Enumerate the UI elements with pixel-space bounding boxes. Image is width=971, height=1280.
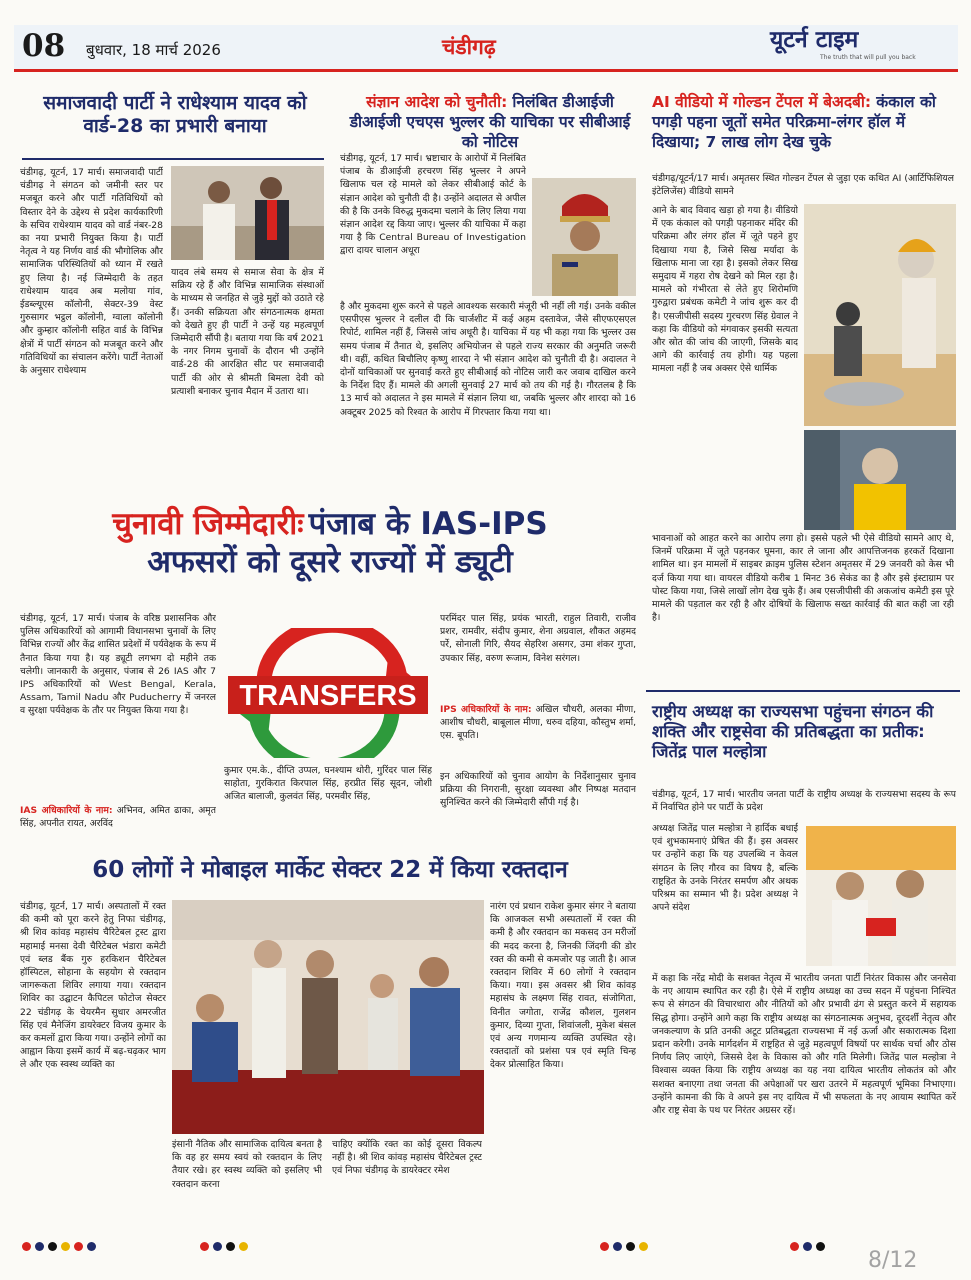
ips-names: अखिल चौधरी, अलका मीणा, आशीष चौधरी, बाबूलाल मीणा, धरुव दहिया, कौस्तुभ शर्मा, एस. बूपति। <box>440 704 636 742</box>
story3-photo-top <box>804 204 956 426</box>
registration-dot <box>22 1242 31 1251</box>
issue-date: बुधवार, 18 मार्च 2026 <box>86 41 221 59</box>
story2-intro: चंडीगढ़, यूटर्न, 17 मार्च। भ्रष्टाचार के आरोपों में निलंबित पंजाब के डीआईजी हरचरण सिंह भुल्लर ने अपने खिलाफ चल रहे मामले को लेकर सीबीआई कोर्ट के संज्ञान आदेश को चुनौती दी है। उन्होंने अदालत से अपील की है कि उनके विरुद्ध मुकदमा चलाने के लिए लिया गया संज्ञान आदेश रद्द किया जाए। भुल्लर की याचिका में कहा गया है कि Central Bureau of Investigation द्वारा दायर चालान अधूरा <box>340 153 526 257</box>
registration-dot <box>35 1242 44 1251</box>
story5-body-col-mid1: इंसानी नैतिक और सामाजिक दायित्व बनता है कि वह हर समय स्वयं को रक्तदान के लिए तैयार रखे। हर स्वस्थ व्यक्ति को इसलिए भी रक्तदान करना <box>172 1139 322 1190</box>
ips-label: IPS अधिकारियों के नाम: <box>440 704 532 715</box>
story5-body-col-b: नारंग एवं प्रधान राकेश कुमार संगर ने बताया कि आजकल सभी अस्पतालों में रक्त की कमी है और रक्तदान का मकसद उन मरीजों की मदद करना है, जिनकी जिंदगी की डोर रक्त की कमी से कमजोर पड़ जाती है। आज रक्तदान शिविर में 60 लोगों ने रक्तदान किया। गया। इस अवसर श्री शिव कांवड़ महासंघ के लक्ष्मण सिंह रावत, संजोगिता, विनीत जगोता, राजेंद्र कौशल, गुलशन कुमार, दिव्या गुप्ता, शिवांजली, मुकेश बंसल एवं अन्य गणमान्य व्यक्ति उपस्थित रहे। रक्तदातों को प्रशंसा पत्र एवं स्मृति चिन्ह देकर प्रोत्साहित किया। <box>490 901 636 1071</box>
headline-divider <box>22 158 324 160</box>
story2-title: निलंबित डीआईजी डीआईजी एचएस भुल्लर की याचिका पर सीबीआई को नोटिस <box>349 93 631 151</box>
story4-kicker: चुनावी जिम्मेदारीः <box>112 506 304 542</box>
story1-body-col-a: चंडीगढ़, यूटर्न, 17 मार्च। समाजवादी पार्टी चंडीगढ़ ने संगठन को जमीनी स्तर पर मजबूत करने और पार्टी गतिविधियों को विस्तार देने के उद्देश्य से प्रदेश कार्यकारिणी के सचिव राधेश्याम यादव को वार्ड नंबर-28 का नया प्रभारी नियुक्त किया है। पार्टी नेतृत्व ने यह निर्णय वार्ड की भौगोलिक और सामाजिक परिस्थितियों को ध्यान में रखते हुए लिया है। नई जिम्मेदारी के तहत राधेश्याम यादव अब मलोया गांव, ईडब्ल्यूएस कॉलोनी, सेक्टर-39 वेस्ट गुरुसागर भट्ठल कॉलोनी, ग्वाला कॉलोनी और कुम्हार कॉलोनी सहित वार्ड के विभिन्न क्षेत्रों में पार्टी संगठन को मजबूत करने और गतिविधियों का संचालन करेंगे। पार्टी नेताओं के अनुसार राधेश्याम <box>20 167 163 377</box>
story4-headline <box>20 506 640 582</box>
registration-dot <box>613 1242 622 1251</box>
story3-photo-bottom <box>804 430 956 530</box>
story2-headline <box>340 92 640 152</box>
registration-dot <box>48 1242 57 1251</box>
story2-photo <box>532 178 636 296</box>
registration-dot <box>600 1242 609 1251</box>
color-registration-dots-right <box>790 1242 825 1251</box>
story4-body-col-a: चंडीगढ़, यूटर्न, 17 मार्च। पंजाब के वरिष्ठ प्रशासनिक और पुलिस अधिकारियों को आगामी विधानसभा चुनावों के लिए विभिन्न राज्यों और केंद्र शासित प्रदेशों में पर्यवेक्षक के रूप में तैनात किया गया है। यह ड्यूटी लगभग दो महीने तक चलेगी। जानकारी के अनुसार, पंजाब से 26 IAS और 7 IPS अधिकारियों को West Bengal, Kerala, Assam, Tamil Nadu और Puducherry में जनरल व सुरक्षा पर्यवेक्षक के तौर पर नियुक्त किया गया है। <box>20 613 216 717</box>
registration-dot <box>239 1242 248 1251</box>
story5-photo <box>172 900 484 1134</box>
story5-body-col-a: चंडीगढ़, यूटर्न, 17 मार्च। अस्पतालों में रक्त की कमी को पूरा करने हेतु निफा चंडीगढ़, श्री शिव कांवड़ महासंघ चैरिटेबल ट्रस्ट द्वारा महामाई मनसा देवी चैरिटेबल भंडारा कमेटी एवं ब्लड बैंक गुरु हरकिशन चैरिटेबल हॉस्पिटल, सोहाना के सहयोग से रक्तदान जागरूकता शिविर लगाया गया। रक्तदान शिविर का उद्घाटन कैपिटल फोटोज सेक्टर 22 चंडीगढ़ के चेयरमैन सुधार अमरजीत सिंह एवं मैनेजिंग डायरेक्टर विजय कुमार के कर कमलों द्वारा किया गया। उन्होंने लोगों का आह्वान किया इसमें कार्य में बढ़-चढ़कर भाग ले और एक स्वस्थ व्यक्ति का <box>20 901 166 1071</box>
color-registration-dots-mid-right <box>600 1242 648 1251</box>
story3-kicker: AI वीडियो में गोल्डन टेंपल में बेअदबी: <box>652 93 872 111</box>
story5-headline: 60 लोगों ने मोबाइल मार्केट सेक्टर 22 में किया रक्तदान <box>92 857 568 883</box>
page-number: 08 <box>22 28 66 64</box>
column-divider <box>646 690 960 692</box>
registration-dot <box>790 1242 799 1251</box>
story3-lead: चंडीगढ़/यूटर्न/17 मार्च। अमृतसर स्थित गोल्डन टेंपल से जुड़ा एक कथित AI (आर्टिफिशियल इंटेलिजेंस) वीडियो सामने <box>652 173 954 198</box>
page-indicator: 8/12 <box>868 1248 918 1273</box>
registration-dot <box>639 1242 648 1251</box>
story6-lead: चंडीगढ़, यूटर्न, 17 मार्च। भारतीय जनता पार्टी के राष्ट्रीय अध्यक्ष के राज्यसभा सदस्य के रूप में निर्वाचित होने पर पार्टी के प्रदेश <box>652 789 956 814</box>
story4-title-line2: अफसरों को दूसरे राज्यों में ड्यूटी <box>147 543 513 580</box>
registration-dot <box>226 1242 235 1251</box>
story4-body-col-mid: कुमार एम.के., दीप्ति उप्पल, घनश्याम थोरी, गुरिंदर पाल सिंह साहोता, गुरकिरात किरपाल सिंह, हरप्रीत सिंह सूदन, जोशी अजित बालाजी, कुलवंत सिंह, परमवीर सिंह, <box>224 765 432 803</box>
transfers-graphic-text: TRANSFERS <box>239 680 417 712</box>
registration-dot <box>87 1242 96 1251</box>
story5-body-col-mid2: चाहिए क्योंकि रक्त का कोई दूसरा विकल्प नहीं है। श्री शिव कांवड़ महासंघ चैरिटेबल ट्रस्ट एवं निफा चंडीगढ़ के डायरेक्टर रमेश <box>332 1139 482 1177</box>
logo-tagline: The truth that will pull you back <box>820 54 916 61</box>
story4-title-line1: पंजाब के IAS-IPS <box>308 506 548 542</box>
story4-body-col-b: परमिंदर पाल सिंह, प्रयंक भारती, राहुल तिवारी, राजीव प्रशर, रामवीर, संदीप कुमार, शेना अग्रवाल, शौकत अहमद पर्रे, सोनाली गिरि, सैयद सेहरिश असगर, उमा शंकर गुप्ता, उपकार सिंह, वरुण रूजाम, विनेश सरंगल। <box>440 613 636 664</box>
story3-body-col: आने के बाद विवाद खड़ा हो गया है। वीडियो में एक कंकाल को पगड़ी पहनाकर मंदिर की परिक्रमा और लंगर हॉल में जूते पहने हुए दिखाया गया है, जिसे सिख मर्यादा के खिलाफ माना जा रहा है। इसको लेकर सिख समुदाय में गहरा रोष देखने को मिल रहा है। मामले को गंभीरता से लेते हुए शिरोमणि गुरुद्वारा प्रबंधक कमेटी ने जांच शुरू कर दी है। एसजीपीसी सदस्य गुरचरण सिंह ग्रेवाल ने कहा कि वीडियो को मंगवाकर इसकी सत्यता और स्रोत की जांच की जाएगी, जिसके बाद आगे की कार्रवाई तय होगी। यह पहला मामला नहीं है जब अक्सर ऐसे धार्मिक <box>652 205 798 375</box>
registration-dot <box>816 1242 825 1251</box>
story6-body-tail: में कहा कि नरेंद्र मोदी के सशक्त नेतृत्व में भारतीय जनता पार्टी निरंतर विकास और जनसेवा के नए आयाम स्थापित कर रही है। ऐसे में राष्ट्रीय अध्यक्ष का उच्च सदन में पहुंचना निश्चित रूप से संगठन की विचारधारा और नीतियों को और प्रभावी ढंग से प्रस्तुत करने में सहायक सिद्ध होगा। उन्होंने आगे कहा कि राष्ट्रीय अध्यक्ष का संगठनात्मक अनुभव, दूरदर्शी नेतृत्व और जनकल्याण के प्रति उनकी अटूट प्रतिबद्धता राज्यसभा में नई ऊर्जा और सकारात्मक दिशा प्रदान करेगी। उनके मार्गदर्शन में राष्ट्रहित से जुड़े महत्वपूर्ण विषयों पर सार्थक चर्चा और ठोस निर्णय लिए जाएंगे, जिससे देश के विकास को और गति मिलेगी। जितेंद्र पाल मल्होत्रा ने विश्वास व्यक्त किया कि राष्ट्रीय अध्यक्ष का यह नया दायित्व भारतीय लोकतंत्र को और सशक्त बनाएगा तथा जनता की अपेक्षाओं पर खरा उतरने में महत्वपूर्ण भूमिका निभाएगा। उन्होंने कामना की कि वे अपने इस नए दायित्व में भी सफलता के नए आयाम स्थापित करें और राष्ट्र सेवा के पथ पर निरंतर अग्रसर रहें। <box>652 973 956 1117</box>
registration-dot <box>61 1242 70 1251</box>
registration-dot <box>74 1242 83 1251</box>
registration-dot <box>213 1242 222 1251</box>
story1-photo <box>171 166 324 260</box>
registration-dot <box>803 1242 812 1251</box>
story3-tail: भावनाओं को आहत करने का आरोप लगा हो। इससे पहले भी ऐसे वीडियो सामने आए थे, जिनमें परिक्रमा में जूते पहनकर घूमना, कार ले जाना और आपत्तिजनक हरकतें दिखाना शामिल था। इन मामलों में साइबर क्राइम पुलिस स्टेशन अमृतसर में 29 जनवरी को केस भी दर्ज किया गया था। वायरल वीडियो करीब 1 मिनट 36 सेकंड का है और इसे इंस्टाग्राम पर पोस्ट किया गया, जिसे लाखों लोग देख चुके हैं। अब एसजीपीसी की अकजांच कमेटी इस पूरे मामले की पड़ताल कर रही है और दोषियों के खिलाफ सख्त कार्रवाई की बात कही जा रही है। <box>652 533 954 624</box>
story6-headline: राष्ट्रीय अध्यक्ष का राज्यसभा पहुंचना संगठन की शक्ति और राष्ट्रसेवा की प्रतिबद्धता का प्रतीक: जितेंद्र पाल मल्होत्रा <box>652 702 934 762</box>
color-registration-dots-left <box>22 1242 96 1251</box>
story6-photo <box>806 826 956 966</box>
registration-dot <box>626 1242 635 1251</box>
registration-dot <box>200 1242 209 1251</box>
masthead-logo <box>770 26 946 68</box>
story4-body-col-b-tail: इन अधिकारियों को चुनाव आयोग के निर्देशानुसार चुनाव प्रक्रिया की निगरानी, सुरक्षा व्यवस्था और निष्पक्ष मतदान सुनिश्चित करने की जिम्मेदारी सौंपी गई है। <box>440 771 636 809</box>
story6-body-col: अध्यक्ष जितेंद्र पाल मल्होत्रा ने हार्दिक बधाई एवं शुभकामनाएं प्रेषित की हैं। इस अवसर पर उन्होंने कहा कि यह उपलब्धि न केवल संगठन के लिए गौरव का विषय है, बल्कि राष्ट्रहित के उनके निरंतर समर्पण और अथक परिश्रम का सम्मान भी है। प्रदेश अध्यक्ष ने अपने संदेश <box>652 823 798 914</box>
story3-title: कंकाल को पगड़ी पहना जूतों समेत परिक्रमा-लंगर हॉल में दिखाया; 7 लाख लोग देख चुके <box>652 93 936 151</box>
color-registration-dots-mid-left <box>200 1242 248 1251</box>
story2-body: है और मुकदमा शुरू करने से पहले आवश्यक सरकारी मंजूरी भी नहीं ली गई। उनके वकील एसपीएस भुल्लर ने दलील दी कि चार्जशीट में कई अहम दस्तावेज, जैसे सीएफएसएल रिपोर्ट, शामिल नहीं हैं, जिससे जांच अधूरी है। याचिका में यह भी कहा गया कि भुल्लर उस समय पंजाब में तैनात थे, इसलिए अभियोजन से पहले राज्य सरकार की अनुमति जरूरी थी। वहीं, कथित बिचौलिए कृष्णु शारदा ने भी संज्ञान आदेश को चुनौती दी है। अदालत ने दोनों याचिकाओं पर सुनवाई करते हुए सीबीआई को नोटिस जारी कर जवाब दाखिल करने के निर्देश दिए हैं। मामले की अगली सुनवाई 27 मार्च को तय की गई है। गौरतलब है कि 13 मार्च को अदालत ने इस मामले में संज्ञान लिया था, जबकि भुल्लर और शारदा को 16 अक्टूबर 2025 को रिश्वत के आरोप में गिरफ्तार किया गया था। <box>340 301 636 418</box>
story4-ias-list <box>20 804 216 840</box>
transfers-graphic <box>224 628 432 758</box>
story1-body-col-b: यादव लंबे समय से समाज सेवा के क्षेत्र में सक्रिय रहे हैं और विभिन्न सामाजिक संस्थाओं के माध्यम से जनहित से जुड़े मुद्दों को उठाते रहे हैं। उनकी सक्रियता और संगठनात्मक क्षमता को देखते हुए ही पार्टी ने उन्हें यह महत्वपूर्ण जिम्मेदारी सौंपी है। बताया गया कि वर्ष 2021 के नगर निगम चुनावों के दौरान भी उन्होंने वार्ड-28 की आरक्षित सीट पर समाजवादी पार्टी की ओर से श्रीमती बिमला देवी को प्रत्याशी बनाकर चुनाव मैदान में उतारा था। <box>171 267 324 397</box>
story3-headline <box>652 92 956 152</box>
ias-names: अभिनव, अमित ढाका, अमृत सिंह, अपनीत रायत, अरविंद <box>20 805 216 830</box>
story2-kicker: संज्ञान आदेश को चुनौती: <box>366 93 508 111</box>
story1-headline: समाजवादी पार्टी ने राधेश्याम यादव को वार्ड-28 का प्रभारी बनाया <box>43 92 307 138</box>
logo-text: यूटर्न टाइम <box>770 27 859 53</box>
city-label: चंडीगढ़ <box>442 35 496 59</box>
story4-ips-list <box>440 703 636 767</box>
ias-label: IAS अधिकारियों के नाम: <box>20 805 113 816</box>
